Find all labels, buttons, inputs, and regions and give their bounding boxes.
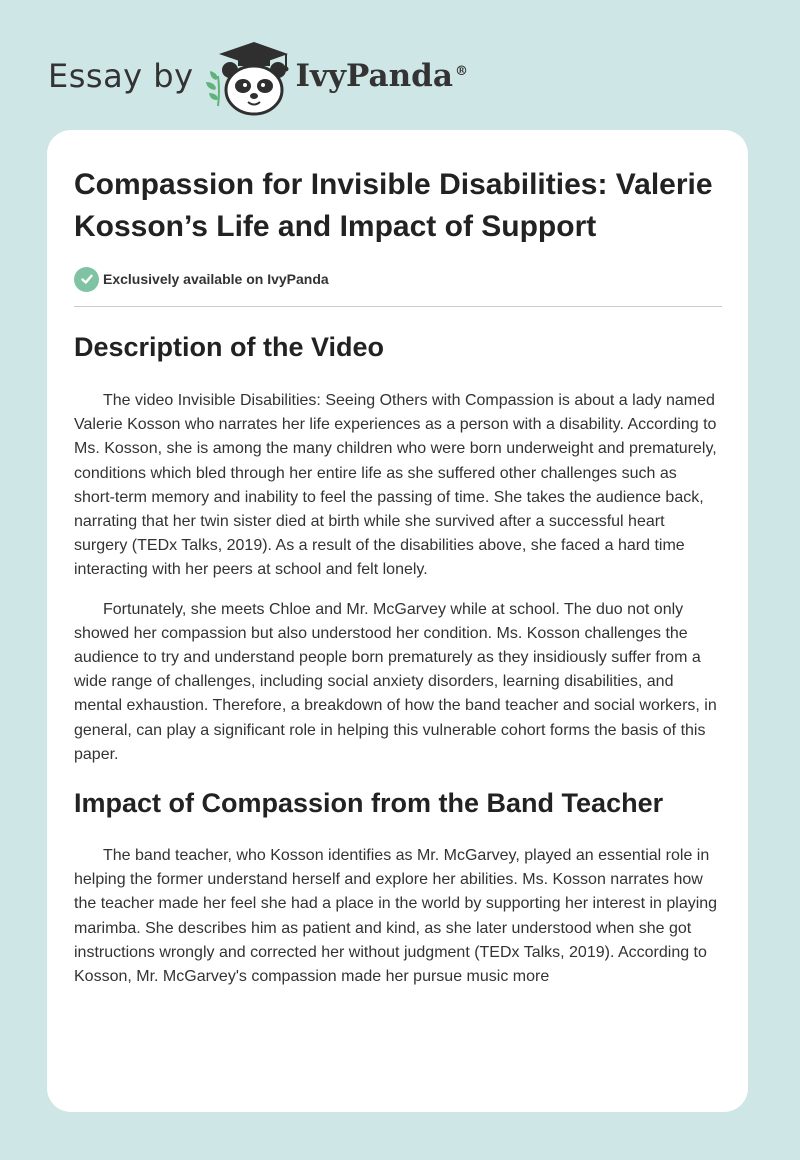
paragraph: Fortunately, she meets Chloe and Mr. McGarvey while at school. The duo not only showed her compassion but also understood her condition. Ms. Kosson challenges the audience to try and understand people born prematurely as they insidiously suffer from a wide range of challenges, including social anxiety disorders, learning disabilities, and mental exhaustion. Therefore, a breakdown of how the band teacher and social workers, in general, can play a significant role in helping this vulnerable cohort forms the basis of this paper. (74, 600, 717, 763)
paragraph: The video Invisible Disabilities: Seeing Others with Compassion is about a lady named Valerie Kosson who narrates her life experiences as a person with a disability. According to Ms. Kosson, she is among the many children who were born underweight and prematurely, conditions which bled through her entire life as she suffered other challenges such as short-term memory and inability to feel the passing of time. She takes the audience back, narrating that her twin sister died at birth while she survived after a successful heart surgery (TEDx Talks, 2019). As a result of the disabilities above, she faced a hard time interacting with her peers at school and felt lonely. (74, 392, 717, 579)
exclusive-label: Exclusively available on IvyPanda (103, 271, 329, 287)
check-icon (74, 267, 99, 292)
essay-card (47, 130, 748, 1112)
brand-prefix: Essay by (48, 57, 194, 95)
section-heading: Description of the Video (74, 332, 385, 362)
brand-header (48, 36, 468, 116)
exclusive-badge (74, 266, 722, 292)
paragraph: The band teacher, who Kosson identifies as Mr. McGarvey, played an essential role in helping the former understand herself and explore her abilities. Ms. Kosson narrates how the teacher made her feel she had a place in the world by supporting her interest in playing marimba. She describes him as patient and kind, as she later understood when she got instructions wrongly and corrected her without judgment (TEDx Talks, 2019). According to Kosson, Mr. McGarvey's compassion made her pursue music more (74, 847, 718, 986)
panda-logo-icon (202, 36, 292, 116)
title-divider (74, 306, 722, 307)
brand-name: IvyPanda ® (295, 58, 468, 94)
essay-title: Compassion for Invisible Disabilities: Valerie Kosson’s Life and Impact of Support (74, 168, 713, 243)
section-heading: Impact of Compassion from the Band Teacher (74, 788, 664, 819)
